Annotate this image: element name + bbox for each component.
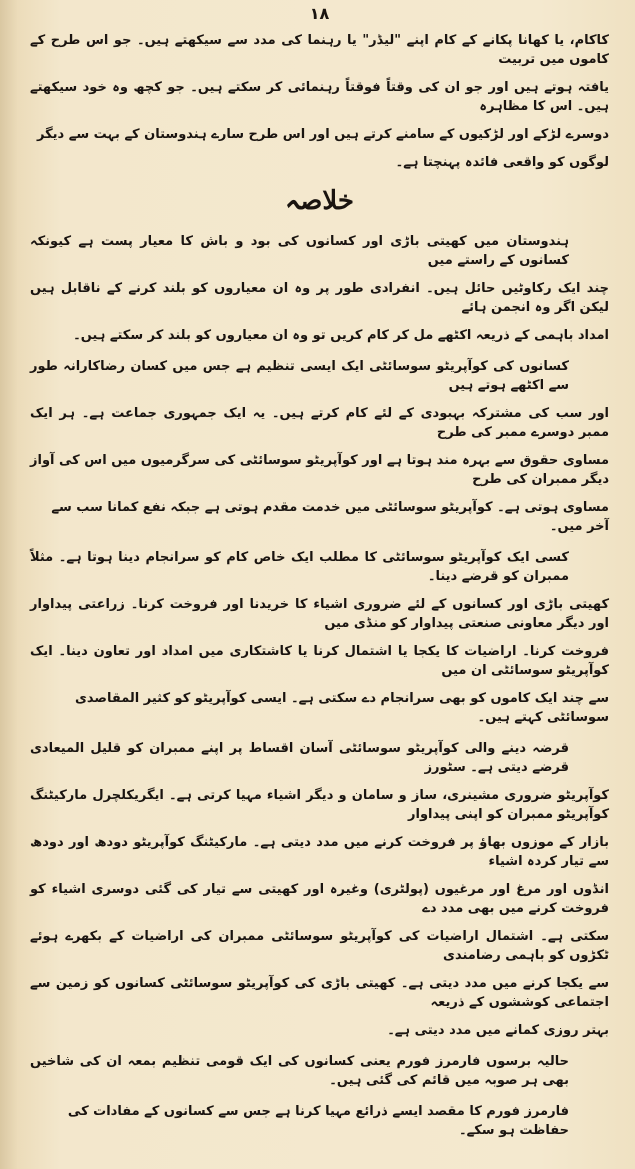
text-line: اور سب کی مشترکہ بہبودی کے لئے کام کرتے ہیں۔ یہ ایک جمہوری جماعت ہے۔ ہر ایک ممبر دوسرے ممبر کی طرح (30, 406, 609, 440)
text-line: چند ایک رکاوٹیں حائل ہیں۔ انفرادی طور پر وہ ان معیاروں کو بلند کرنے کے ناقابل ہیں لیکن اگر وہ انجمن ہائے (30, 281, 609, 315)
text-line: بہتر روزی کمانے میں مدد دیتی ہے۔ (387, 1023, 609, 1038)
text-line: ہندوستان میں کھیتی باڑی اور کسانوں کی بود و باش کا معیار پست ہے کیونکہ کسانوں کے راستے میں (30, 234, 569, 268)
text-line: انڈوں اور مرغ اور مرغیوں (پولٹری) وغیرہ اور کھیتی سے تیار کی گئی دوسری اشیاء کو فروخت کرنے میں بھی مدد دے (30, 882, 609, 916)
text-line: مساوی ہوتی ہے۔ کوآپریٹو سوسائٹی میں خدمت مقدم ہوتی ہے جبکہ نفع کمانا سب سے آخر میں۔ (51, 500, 609, 534)
text-line: مساوی حقوق سے بہرہ مند ہوتا ہے اور کوآپریٹو سوسائٹی کی سرگرمیوں میں اس کی آواز دیگر ممبران کی طرح (30, 453, 609, 487)
text-line: کسی ایک کوآپریٹو سوسائٹی کا مطلب ایک خاص کام کو سرانجام دینا ہوتا ہے۔ مثلاً ممبران کو قرضے دینا۔ (30, 550, 569, 584)
text-line: امداد باہمی کے ذریعہ اکٹھے مل کر کام کریں تو وہ ان معیاروں کو بلند کر سکتے ہیں۔ (73, 328, 609, 343)
text-line: سے یکجا کرنے میں مدد دیتی ہے۔ کھیتی باڑی کی کوآپریٹو سوسائٹی کسانوں کو زمین سے اجتماعی کوششوں کے ذریعہ (30, 976, 609, 1010)
text-line: فارمرز فورم کا مقصد ایسے ذرائع مہیا کرنا ہے جس سے کسانوں کے مفادات کی حفاظت ہو سکے۔ (67, 1104, 569, 1138)
text-line: لوگوں کو واقعی فائدہ پہنچتا ہے۔ (395, 155, 609, 170)
text-line: کاکام، یا کھانا پکانے کے کام اپنے "لیڈر" یا رہنما کی مدد سے سیکھتے ہیں۔ جو اس طرح کے کاموں میں تربیت (30, 33, 609, 67)
text-line: حالیہ برسوں فارمرز فورم یعنی کسانوں کی ایک قومی تنظیم بمعہ ان کی شاخیں بھی ہر صوبہ میں قائم کی گئی ہیں۔ (30, 1054, 569, 1088)
text-line: سے چند ایک کاموں کو بھی سرانجام دے سکتی ہے۔ ایسی کوآپریٹو کو کثیر المقاصدی سوسائٹی کہتے ہیں۔ (74, 691, 609, 725)
page-number: ۱۸ (309, 4, 330, 23)
text-line: بازار کے موزوں بھاؤ پر فروخت کرنے میں مدد دیتی ہے۔ مارکیٹنگ کوآپریٹو دودھ اور دودھ سے تیار کردہ اشیاء (30, 835, 609, 869)
text-line: سکتی ہے۔ اشتمال اراضیات کی کوآپریٹو سوسائٹی ممبران کی اراضیات کے بکھرے ہوئے ٹکڑوں کو باہمی رضامندی (30, 929, 609, 963)
text-line: کسانوں کی کوآپریٹو سوسائٹی ایک ایسی تنظیم ہے جس میں کسان رضاکارانہ طور سے اکٹھے ہوتے ہیں (30, 359, 569, 393)
text-line: قرضہ دینے والی کوآپریٹو سوسائٹی آسان اقساط پر اپنے ممبران کو قلیل المیعادی قرضے دیتی ہے۔ سٹورز (30, 741, 569, 775)
text-line: کھیتی باڑی اور کسانوں کے لئے ضروری اشیاء کا خریدنا اور فروخت کرنا۔ زراعتی پیداوار اور دیگر معاونی صنعتی پیداوار کو منڈی میں (30, 597, 609, 631)
section-heading: خلاصہ (285, 186, 354, 216)
text-line: دوسرے لڑکے اور لڑکیوں کے سامنے کرتے ہیں اور اس طرح سارے ہندوستان کے بہت سے دیگر (37, 127, 609, 142)
text-line: یافتہ ہوتے ہیں اور جو ان کی وقتاً فوقتاً رہنمائی کر سکتے ہیں۔ جو کچھ وہ خود سیکھتے ہیں۔ اس کا مظاہرہ (30, 80, 609, 114)
text-line: کوآپریٹو ضروری مشینری، ساز و سامان و دیگر اشیاء مہیا کرتی ہے۔ ایگریکلچرل مارکیٹنگ کوآپریٹو ممبران کو اپنی پیداوار (30, 788, 609, 822)
text-line: فروخت کرنا۔ اراضیات کا یکجا یا اشتمال کرنا یا کاشتکاری میں امداد اور تعاون دینا۔ ایک کوآپریٹو سوسائٹی ان میں (30, 644, 609, 678)
